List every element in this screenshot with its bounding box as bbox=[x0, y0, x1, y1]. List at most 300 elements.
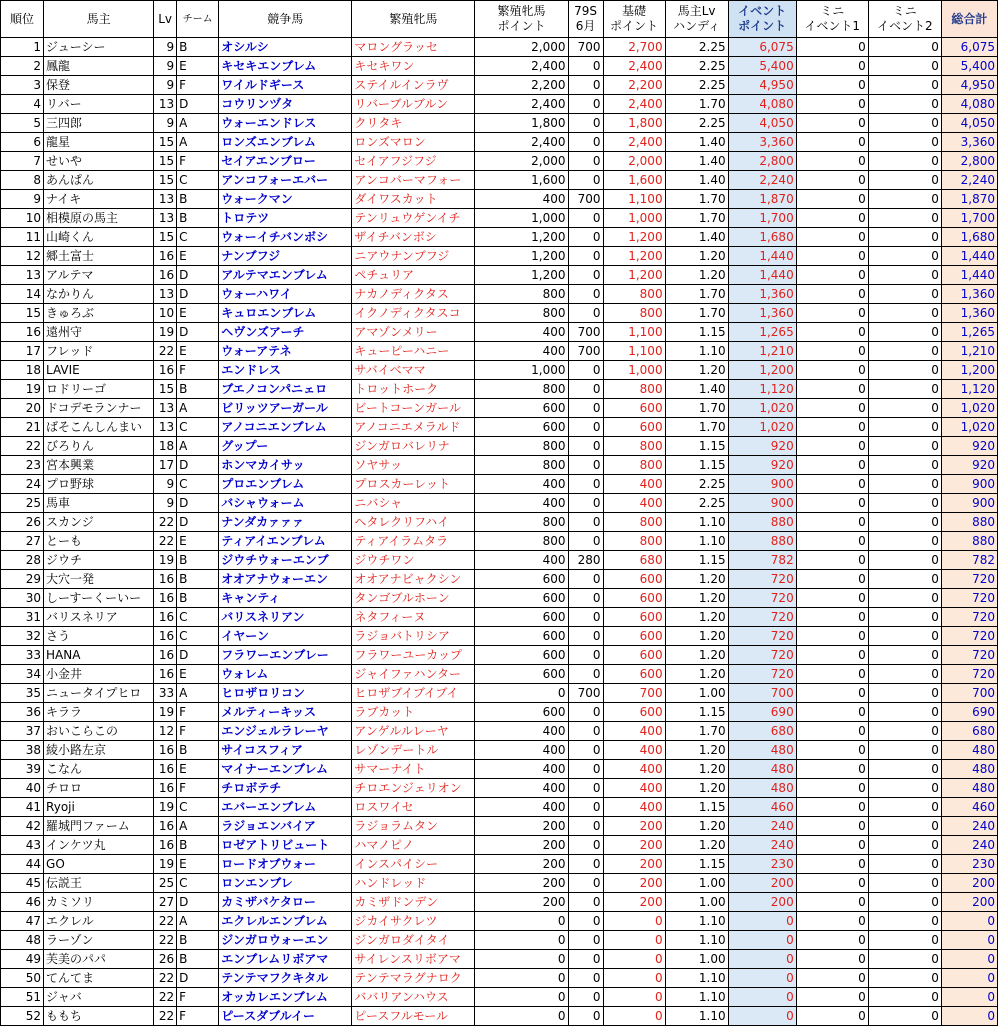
table-row bbox=[1, 171, 998, 190]
header-base-line1: 基礎 bbox=[622, 4, 647, 18]
mini-event-2-cell: 0 bbox=[868, 741, 941, 760]
base-points-cell: 2,700 bbox=[603, 38, 665, 57]
rank-cell: 19 bbox=[1, 380, 44, 399]
mare-points-cell: 600 bbox=[475, 418, 568, 437]
event-points-cell: 1,265 bbox=[728, 323, 796, 342]
horse-cell: ナンダカァァァ bbox=[219, 513, 352, 532]
table-row bbox=[1, 247, 998, 266]
mini-event-2-cell: 0 bbox=[868, 76, 941, 95]
total-cell: 720 bbox=[941, 570, 997, 589]
team-cell: A bbox=[177, 399, 219, 418]
lv-cell: 22 bbox=[154, 931, 177, 950]
table-row bbox=[1, 950, 998, 969]
base-points-cell: 200 bbox=[603, 874, 665, 893]
base-points-cell: 400 bbox=[603, 779, 665, 798]
mini-event-1-cell: 0 bbox=[796, 95, 868, 114]
lv-cell: 13 bbox=[154, 285, 177, 304]
mini-event-1-cell: 0 bbox=[796, 532, 868, 551]
header-mini2-line2: イベント2 bbox=[876, 19, 933, 33]
lv-cell: 26 bbox=[154, 950, 177, 969]
s79-cell: 0 bbox=[568, 456, 603, 475]
horse-cell: ウォーイチバンボシ bbox=[219, 228, 352, 247]
event-points-cell: 4,080 bbox=[728, 95, 796, 114]
mini-event-2-cell: 0 bbox=[868, 57, 941, 76]
mini-event-2-cell: 0 bbox=[868, 798, 941, 817]
mare-cell: サイレンスリボアマ bbox=[352, 950, 475, 969]
table-row bbox=[1, 190, 998, 209]
rank-cell: 12 bbox=[1, 247, 44, 266]
mare-points-cell: 200 bbox=[475, 817, 568, 836]
s79-cell: 0 bbox=[568, 133, 603, 152]
lv-cell: 9 bbox=[154, 57, 177, 76]
base-points-cell: 200 bbox=[603, 855, 665, 874]
handicap-cell: 1.15 bbox=[665, 456, 728, 475]
rank-cell: 10 bbox=[1, 209, 44, 228]
s79-cell: 0 bbox=[568, 532, 603, 551]
team-cell: B bbox=[177, 380, 219, 399]
total-cell: 1,020 bbox=[941, 399, 997, 418]
header-base-line2: ポイント bbox=[610, 19, 659, 33]
lv-cell: 16 bbox=[154, 570, 177, 589]
mare-points-cell: 400 bbox=[475, 741, 568, 760]
rank-cell: 39 bbox=[1, 760, 44, 779]
mini-event-2-cell: 0 bbox=[868, 722, 941, 741]
base-points-cell: 400 bbox=[603, 494, 665, 513]
mare-points-cell: 800 bbox=[475, 532, 568, 551]
handicap-cell: 1.00 bbox=[665, 874, 728, 893]
mini-event-1-cell: 0 bbox=[796, 418, 868, 437]
mini-event-2-cell: 0 bbox=[868, 494, 941, 513]
handicap-cell: 1.20 bbox=[665, 646, 728, 665]
handicap-cell: 1.70 bbox=[665, 722, 728, 741]
table-row bbox=[1, 361, 998, 380]
horse-cell: オシルシ bbox=[219, 38, 352, 57]
mare-cell: ラジョバトリシア bbox=[352, 627, 475, 646]
mare-points-cell: 400 bbox=[475, 722, 568, 741]
mare-points-cell: 400 bbox=[475, 760, 568, 779]
mare-cell: アンコバーマフォー bbox=[352, 171, 475, 190]
horse-cell: ロードオブウォー bbox=[219, 855, 352, 874]
event-points-cell: 230 bbox=[728, 855, 796, 874]
owner-cell: ナイキ bbox=[44, 190, 154, 209]
mini-event-2-cell: 0 bbox=[868, 703, 941, 722]
base-points-cell: 2,400 bbox=[603, 57, 665, 76]
lv-cell: 22 bbox=[154, 532, 177, 551]
lv-cell: 16 bbox=[154, 627, 177, 646]
table-row bbox=[1, 1007, 998, 1026]
rank-cell: 38 bbox=[1, 741, 44, 760]
mini-event-1-cell: 0 bbox=[796, 437, 868, 456]
total-cell: 0 bbox=[941, 1007, 997, 1026]
header-handicap bbox=[665, 1, 728, 38]
base-points-cell: 600 bbox=[603, 418, 665, 437]
event-points-cell: 720 bbox=[728, 646, 796, 665]
base-points-cell: 2,400 bbox=[603, 133, 665, 152]
header-79s-line1: 79S bbox=[574, 4, 597, 18]
rank-cell: 21 bbox=[1, 418, 44, 437]
s79-cell: 0 bbox=[568, 912, 603, 931]
owner-cell: 伝説王 bbox=[44, 874, 154, 893]
team-cell: B bbox=[177, 38, 219, 57]
team-cell: F bbox=[177, 1007, 219, 1026]
owner-cell: インケツ丸 bbox=[44, 836, 154, 855]
mini-event-2-cell: 0 bbox=[868, 247, 941, 266]
handicap-cell: 1.40 bbox=[665, 171, 728, 190]
team-cell: E bbox=[177, 855, 219, 874]
mini-event-1-cell: 0 bbox=[796, 380, 868, 399]
handicap-cell: 1.70 bbox=[665, 95, 728, 114]
rank-cell: 23 bbox=[1, 456, 44, 475]
team-cell: C bbox=[177, 475, 219, 494]
handicap-cell: 1.00 bbox=[665, 684, 728, 703]
mini-event-1-cell: 0 bbox=[796, 760, 868, 779]
s79-cell: 0 bbox=[568, 361, 603, 380]
total-cell: 480 bbox=[941, 741, 997, 760]
mini-event-2-cell: 0 bbox=[868, 855, 941, 874]
rank-cell: 52 bbox=[1, 1007, 44, 1026]
rank-cell: 1 bbox=[1, 38, 44, 57]
mare-cell: ニバシャ bbox=[352, 494, 475, 513]
owner-cell: 相模原の馬主 bbox=[44, 209, 154, 228]
base-points-cell: 0 bbox=[603, 950, 665, 969]
handicap-cell: 2.25 bbox=[665, 475, 728, 494]
base-points-cell: 2,200 bbox=[603, 76, 665, 95]
mare-points-cell: 400 bbox=[475, 342, 568, 361]
table-row bbox=[1, 684, 998, 703]
mare-points-cell: 800 bbox=[475, 304, 568, 323]
horse-cell: エンブレムリボアマ bbox=[219, 950, 352, 969]
mini-event-1-cell: 0 bbox=[796, 855, 868, 874]
mare-points-cell: 400 bbox=[475, 190, 568, 209]
handicap-cell: 1.00 bbox=[665, 893, 728, 912]
rank-cell: 20 bbox=[1, 399, 44, 418]
mare-cell: イクノディクタスコ bbox=[352, 304, 475, 323]
horse-cell: ビリッツアーガール bbox=[219, 399, 352, 418]
base-points-cell: 600 bbox=[603, 589, 665, 608]
rank-cell: 3 bbox=[1, 76, 44, 95]
s79-cell: 0 bbox=[568, 513, 603, 532]
base-points-cell: 800 bbox=[603, 513, 665, 532]
base-points-cell: 700 bbox=[603, 684, 665, 703]
rank-cell: 8 bbox=[1, 171, 44, 190]
mare-points-cell: 0 bbox=[475, 950, 568, 969]
mare-cell: キューピーハニー bbox=[352, 342, 475, 361]
mini-event-1-cell: 0 bbox=[796, 798, 868, 817]
event-points-cell: 720 bbox=[728, 589, 796, 608]
s79-cell: 0 bbox=[568, 304, 603, 323]
table-row bbox=[1, 76, 998, 95]
header-mini1-line2: イベント1 bbox=[804, 19, 861, 33]
mini-event-2-cell: 0 bbox=[868, 988, 941, 1007]
s79-cell: 0 bbox=[568, 703, 603, 722]
mini-event-2-cell: 0 bbox=[868, 551, 941, 570]
mini-event-2-cell: 0 bbox=[868, 456, 941, 475]
event-points-cell: 680 bbox=[728, 722, 796, 741]
total-cell: 1,700 bbox=[941, 209, 997, 228]
mare-cell: ラブカット bbox=[352, 703, 475, 722]
owner-cell: キララ bbox=[44, 703, 154, 722]
header-event-points bbox=[728, 1, 796, 38]
lv-cell: 16 bbox=[154, 608, 177, 627]
mini-event-1-cell: 0 bbox=[796, 779, 868, 798]
total-cell: 1,360 bbox=[941, 285, 997, 304]
event-points-cell: 4,050 bbox=[728, 114, 796, 133]
owner-cell: 大穴一発 bbox=[44, 570, 154, 589]
mare-points-cell: 0 bbox=[475, 1007, 568, 1026]
table-body bbox=[1, 38, 998, 1026]
event-points-cell: 782 bbox=[728, 551, 796, 570]
total-cell: 680 bbox=[941, 722, 997, 741]
total-cell: 0 bbox=[941, 950, 997, 969]
header-handicap-line2: ハンディ bbox=[673, 19, 721, 33]
horse-cell: ホンマカイサッ bbox=[219, 456, 352, 475]
handicap-cell: 1.10 bbox=[665, 969, 728, 988]
horse-cell: ピースダブルイー bbox=[219, 1007, 352, 1026]
team-cell: D bbox=[177, 893, 219, 912]
mini-event-2-cell: 0 bbox=[868, 228, 941, 247]
mare-cell: ジンガロダイタイ bbox=[352, 931, 475, 950]
rank-cell: 14 bbox=[1, 285, 44, 304]
base-points-cell: 680 bbox=[603, 551, 665, 570]
mare-points-cell: 400 bbox=[475, 475, 568, 494]
total-cell: 900 bbox=[941, 475, 997, 494]
lv-cell: 13 bbox=[154, 418, 177, 437]
handicap-cell: 1.40 bbox=[665, 152, 728, 171]
owner-cell: 遠州守 bbox=[44, 323, 154, 342]
s79-cell: 0 bbox=[568, 741, 603, 760]
mare-cell: ネタフィーヌ bbox=[352, 608, 475, 627]
owner-cell: ジューシー bbox=[44, 38, 154, 57]
owner-cell: LAVIE bbox=[44, 361, 154, 380]
horse-cell: エンジェルラレーヤ bbox=[219, 722, 352, 741]
lv-cell: 19 bbox=[154, 798, 177, 817]
owner-cell: 芙美のパパ bbox=[44, 950, 154, 969]
base-points-cell: 600 bbox=[603, 399, 665, 418]
s79-cell: 0 bbox=[568, 722, 603, 741]
horse-cell: サイコスフィア bbox=[219, 741, 352, 760]
mini-event-2-cell: 0 bbox=[868, 95, 941, 114]
s79-cell: 700 bbox=[568, 323, 603, 342]
team-cell: F bbox=[177, 722, 219, 741]
team-cell: C bbox=[177, 627, 219, 646]
base-points-cell: 1,200 bbox=[603, 228, 665, 247]
horse-cell: カミザバケタロー bbox=[219, 893, 352, 912]
mini-event-1-cell: 0 bbox=[796, 722, 868, 741]
handicap-cell: 1.10 bbox=[665, 912, 728, 931]
mini-event-1-cell: 0 bbox=[796, 608, 868, 627]
handicap-cell: 1.40 bbox=[665, 380, 728, 399]
team-cell: E bbox=[177, 304, 219, 323]
mini-event-1-cell: 0 bbox=[796, 76, 868, 95]
rank-cell: 27 bbox=[1, 532, 44, 551]
table-row bbox=[1, 532, 998, 551]
owner-cell: 鳳龍 bbox=[44, 57, 154, 76]
team-cell: C bbox=[177, 228, 219, 247]
mare-points-cell: 1,200 bbox=[475, 266, 568, 285]
mare-points-cell: 2,400 bbox=[475, 95, 568, 114]
mini-event-2-cell: 0 bbox=[868, 437, 941, 456]
mini-event-1-cell: 0 bbox=[796, 266, 868, 285]
mini-event-2-cell: 0 bbox=[868, 589, 941, 608]
mini-event-1-cell: 0 bbox=[796, 817, 868, 836]
total-cell: 1,440 bbox=[941, 266, 997, 285]
total-cell: 3,360 bbox=[941, 133, 997, 152]
total-cell: 1,440 bbox=[941, 247, 997, 266]
team-cell: A bbox=[177, 114, 219, 133]
handicap-cell: 2.25 bbox=[665, 76, 728, 95]
total-cell: 1,120 bbox=[941, 380, 997, 399]
team-cell: A bbox=[177, 912, 219, 931]
owner-cell: 宮本興業 bbox=[44, 456, 154, 475]
table-row bbox=[1, 133, 998, 152]
mini-event-1-cell: 0 bbox=[796, 589, 868, 608]
team-cell: C bbox=[177, 798, 219, 817]
rank-cell: 2 bbox=[1, 57, 44, 76]
s79-cell: 0 bbox=[568, 836, 603, 855]
table-row bbox=[1, 304, 998, 323]
table-row bbox=[1, 57, 998, 76]
table-row bbox=[1, 893, 998, 912]
base-points-cell: 2,000 bbox=[603, 152, 665, 171]
header-handicap-line1: 馬主Lv bbox=[677, 4, 716, 18]
mini-event-2-cell: 0 bbox=[868, 418, 941, 437]
total-cell: 0 bbox=[941, 988, 997, 1007]
mare-points-cell: 800 bbox=[475, 513, 568, 532]
team-cell: D bbox=[177, 285, 219, 304]
rank-cell: 32 bbox=[1, 627, 44, 646]
event-points-cell: 240 bbox=[728, 817, 796, 836]
total-cell: 720 bbox=[941, 665, 997, 684]
mare-cell: ザイチバンボシ bbox=[352, 228, 475, 247]
team-cell: C bbox=[177, 874, 219, 893]
table-row bbox=[1, 323, 998, 342]
lv-cell: 16 bbox=[154, 665, 177, 684]
rank-cell: 29 bbox=[1, 570, 44, 589]
handicap-cell: 2.25 bbox=[665, 494, 728, 513]
mini-event-2-cell: 0 bbox=[868, 513, 941, 532]
mini-event-1-cell: 0 bbox=[796, 342, 868, 361]
mini-event-1-cell: 0 bbox=[796, 741, 868, 760]
team-cell: B bbox=[177, 931, 219, 950]
mini-event-1-cell: 0 bbox=[796, 703, 868, 722]
handicap-cell: 1.10 bbox=[665, 513, 728, 532]
mini-event-2-cell: 0 bbox=[868, 836, 941, 855]
mare-points-cell: 0 bbox=[475, 912, 568, 931]
event-points-cell: 200 bbox=[728, 893, 796, 912]
total-cell: 1,020 bbox=[941, 418, 997, 437]
total-cell: 2,800 bbox=[941, 152, 997, 171]
mini-event-1-cell: 0 bbox=[796, 570, 868, 589]
lv-cell: 16 bbox=[154, 247, 177, 266]
owner-cell: とーも bbox=[44, 532, 154, 551]
rank-cell: 50 bbox=[1, 969, 44, 988]
mare-points-cell: 2,400 bbox=[475, 57, 568, 76]
mare-points-cell: 2,000 bbox=[475, 152, 568, 171]
horse-cell: キセキエンブレム bbox=[219, 57, 352, 76]
s79-cell: 0 bbox=[568, 570, 603, 589]
horse-cell: テンテマフクキタル bbox=[219, 969, 352, 988]
s79-cell: 0 bbox=[568, 114, 603, 133]
rank-cell: 40 bbox=[1, 779, 44, 798]
base-points-cell: 600 bbox=[603, 570, 665, 589]
rank-cell: 24 bbox=[1, 475, 44, 494]
mare-points-cell: 0 bbox=[475, 684, 568, 703]
team-cell: D bbox=[177, 513, 219, 532]
mare-cell: アノコニエメラルド bbox=[352, 418, 475, 437]
lv-cell: 15 bbox=[154, 152, 177, 171]
table-row bbox=[1, 722, 998, 741]
team-cell: D bbox=[177, 494, 219, 513]
handicap-cell: 1.20 bbox=[665, 817, 728, 836]
team-cell: C bbox=[177, 171, 219, 190]
team-cell: C bbox=[177, 608, 219, 627]
lv-cell: 13 bbox=[154, 399, 177, 418]
event-points-cell: 900 bbox=[728, 475, 796, 494]
team-cell: E bbox=[177, 532, 219, 551]
total-cell: 880 bbox=[941, 513, 997, 532]
mare-points-cell: 2,200 bbox=[475, 76, 568, 95]
horse-cell: ヘヴンズアーチ bbox=[219, 323, 352, 342]
mare-points-cell: 800 bbox=[475, 437, 568, 456]
lv-cell: 22 bbox=[154, 1007, 177, 1026]
mini-event-1-cell: 0 bbox=[796, 988, 868, 1007]
rank-cell: 11 bbox=[1, 228, 44, 247]
lv-cell: 22 bbox=[154, 988, 177, 1007]
base-points-cell: 400 bbox=[603, 798, 665, 817]
s79-cell: 0 bbox=[568, 209, 603, 228]
event-points-cell: 480 bbox=[728, 741, 796, 760]
owner-cell: 山崎くん bbox=[44, 228, 154, 247]
owner-cell: エクレル bbox=[44, 912, 154, 931]
mini-event-1-cell: 0 bbox=[796, 247, 868, 266]
owner-cell: ドコデモランナー bbox=[44, 399, 154, 418]
base-points-cell: 800 bbox=[603, 304, 665, 323]
handicap-cell: 1.70 bbox=[665, 190, 728, 209]
mini-event-2-cell: 0 bbox=[868, 665, 941, 684]
lv-cell: 15 bbox=[154, 380, 177, 399]
mini-event-1-cell: 0 bbox=[796, 950, 868, 969]
rank-cell: 6 bbox=[1, 133, 44, 152]
s79-cell: 0 bbox=[568, 494, 603, 513]
mini-event-2-cell: 0 bbox=[868, 893, 941, 912]
event-points-cell: 0 bbox=[728, 1007, 796, 1026]
header-mini2-line1: ミニ bbox=[892, 4, 917, 18]
mare-points-cell: 600 bbox=[475, 570, 568, 589]
mini-event-2-cell: 0 bbox=[868, 266, 941, 285]
total-cell: 2,240 bbox=[941, 171, 997, 190]
s79-cell: 0 bbox=[568, 950, 603, 969]
total-cell: 920 bbox=[941, 437, 997, 456]
total-cell: 6,075 bbox=[941, 38, 997, 57]
owner-cell: カミソリ bbox=[44, 893, 154, 912]
total-cell: 1,200 bbox=[941, 361, 997, 380]
total-cell: 720 bbox=[941, 589, 997, 608]
mare-cell: ティアイラムタラ bbox=[352, 532, 475, 551]
base-points-cell: 1,100 bbox=[603, 342, 665, 361]
owner-cell: おいこらこの bbox=[44, 722, 154, 741]
horse-cell: ジンガロウォーエン bbox=[219, 931, 352, 950]
horse-cell: エクレルエンブレム bbox=[219, 912, 352, 931]
owner-cell: ロドリーゴ bbox=[44, 380, 154, 399]
event-points-cell: 0 bbox=[728, 950, 796, 969]
mini-event-1-cell: 0 bbox=[796, 38, 868, 57]
owner-cell: 龍星 bbox=[44, 133, 154, 152]
mare-points-cell: 1,000 bbox=[475, 209, 568, 228]
rank-cell: 31 bbox=[1, 608, 44, 627]
header-total: 総合計 bbox=[941, 1, 997, 38]
mare-points-cell: 0 bbox=[475, 969, 568, 988]
mare-points-cell: 2,400 bbox=[475, 133, 568, 152]
